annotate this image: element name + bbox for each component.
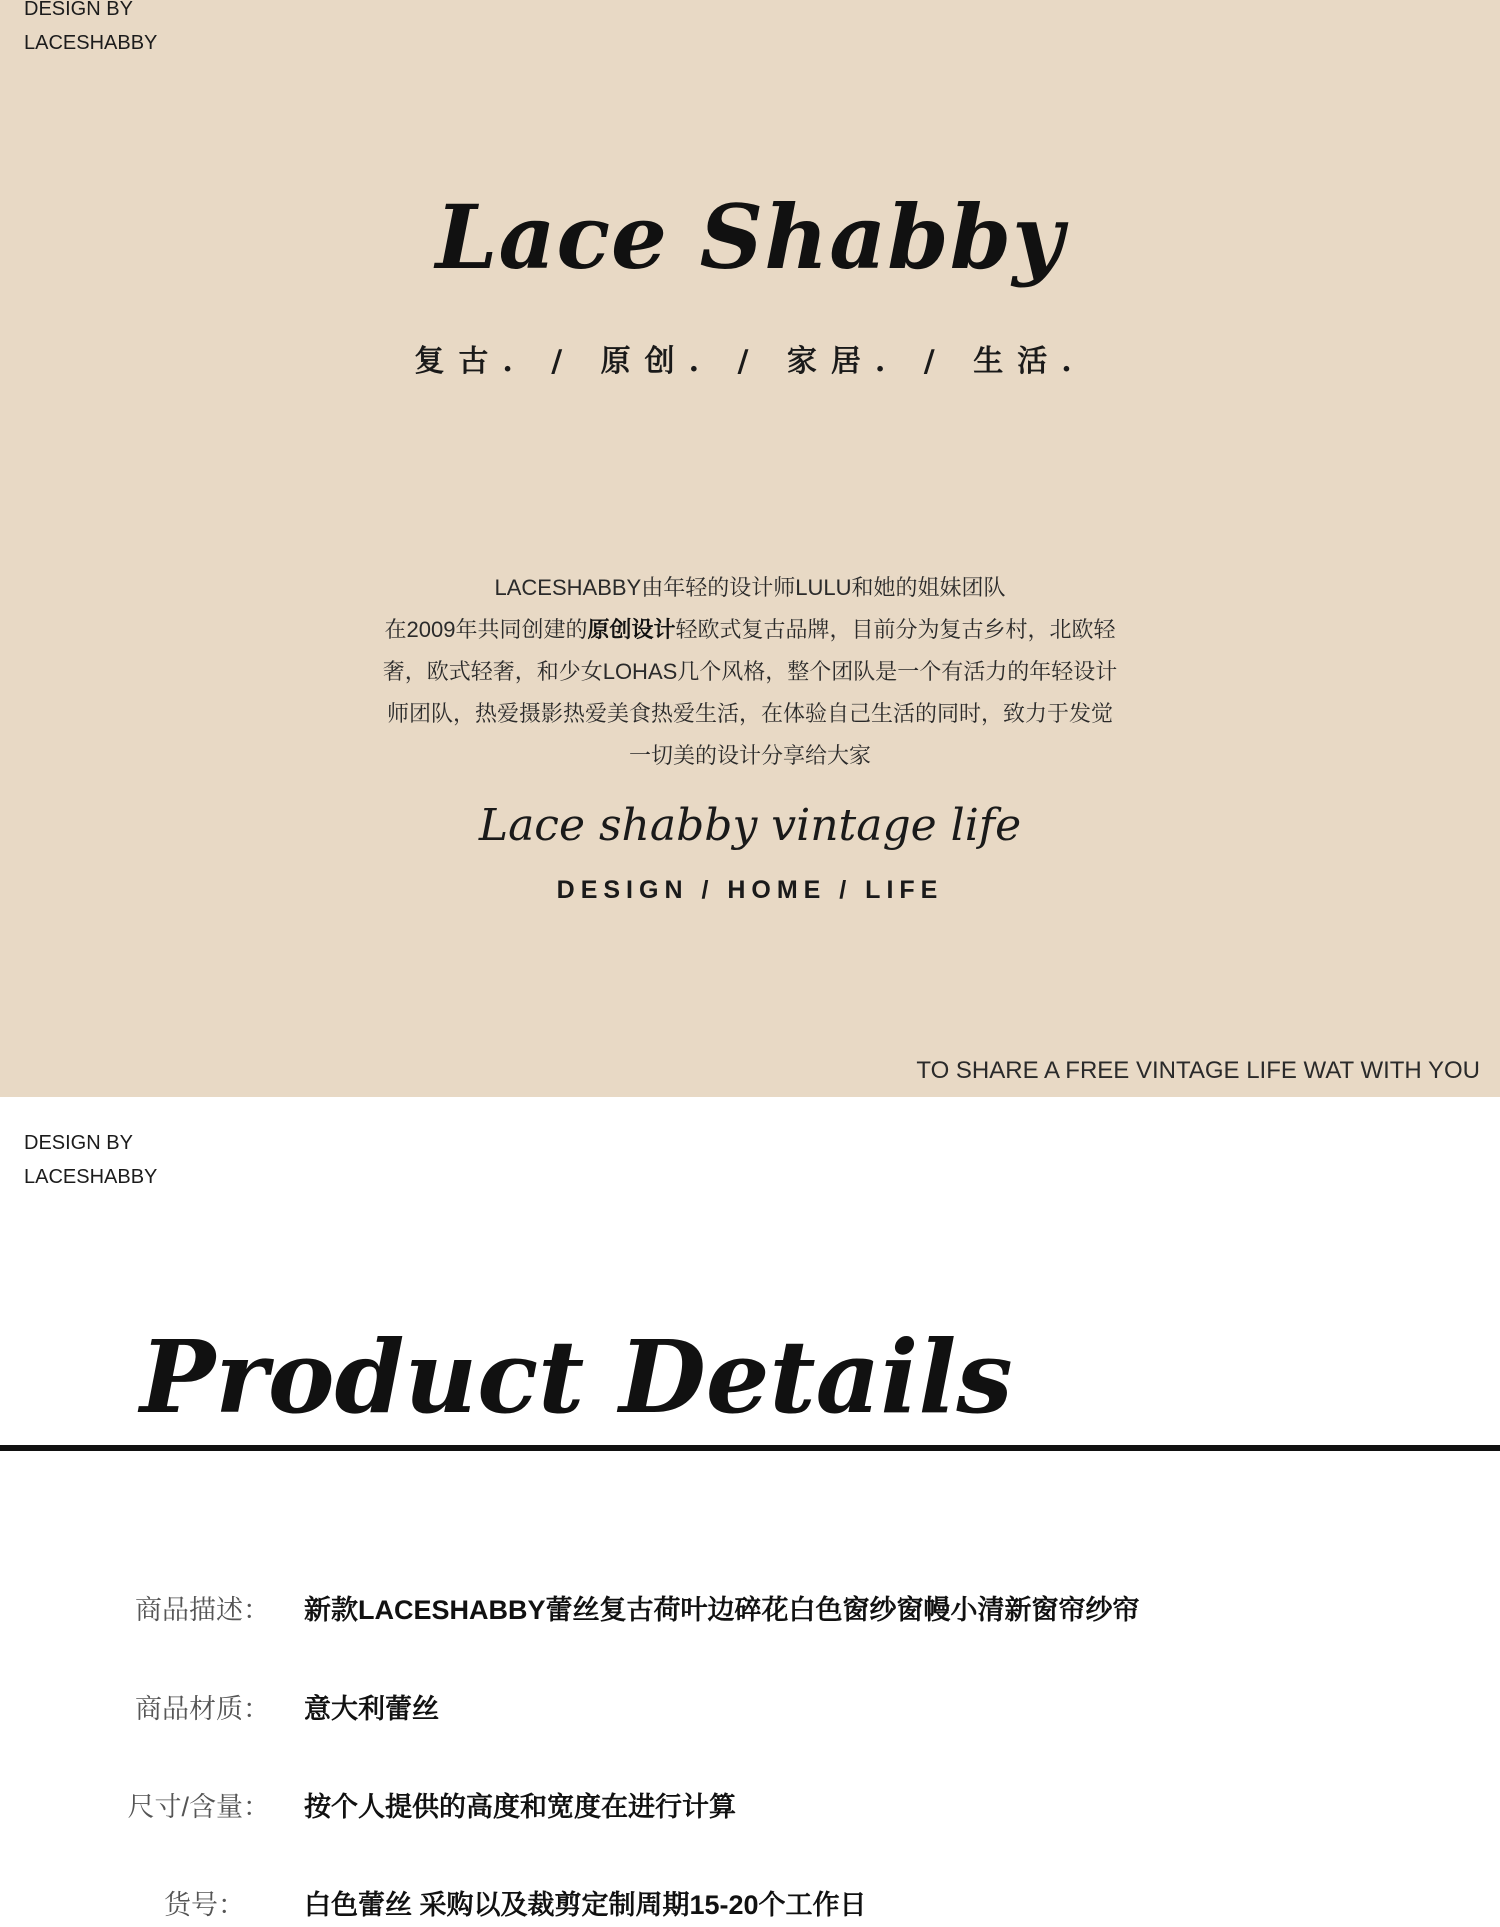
about-line: 一切美的设计分享给大家 — [628, 743, 871, 768]
detail-value: 意大利蕾丝 — [304, 1694, 439, 1724]
detail-value: 按个人提供的高度和宽度在进行计算 — [304, 1792, 736, 1822]
detail-label: 尺寸/含量： — [127, 1792, 270, 1822]
detail-label: 商品描述： — [135, 1595, 270, 1625]
about-line — [345, 609, 1155, 651]
about-line: 师团队，热爱摄影热爱美食热爱生活，在体验自己生活的同时，致力于发觉 — [386, 701, 1113, 726]
share-slogan: TO SHARE A FREE VINTAGE LIFE WAT WITH YOU — [916, 1057, 1480, 1084]
brand-logo-title: Lace Shabby — [435, 185, 1065, 289]
title-divider — [0, 1445, 1500, 1451]
brand-about-paragraph — [345, 567, 1155, 777]
about-highlight: 原创设计 — [587, 617, 676, 642]
detail-label: 货号： — [164, 1890, 245, 1920]
about-text: 在2009年共同创建的 — [384, 617, 588, 642]
brand-tagline: 复古. / 原创. / 家居. / 生活. — [414, 344, 1086, 379]
design-credit-bottom — [24, 1126, 157, 1194]
design-credit-top — [24, 0, 157, 60]
designer-name: LACESHABBY — [24, 32, 158, 54]
detail-row-item-number — [0, 1883, 1500, 1927]
detail-row-material — [0, 1687, 1500, 1731]
product-details-title: Product Details — [140, 1318, 1013, 1436]
detail-label: 商品材质： — [135, 1694, 270, 1724]
about-line: 奢，欧式轻奢，和少女LOHAS几个风格，整个团队是一个有活力的年轻设计 — [382, 659, 1118, 684]
detail-value: 新款LACESHABBY蕾丝复古荷叶边碎花白色窗纱窗幔小清新窗帘纱帘 — [304, 1595, 1140, 1625]
design-home-life-caption: DESIGN / HOME / LIFE — [556, 876, 944, 904]
detail-row-description — [0, 1588, 1500, 1632]
detail-row-size — [0, 1785, 1500, 1829]
about-line: LACESHABBY由年轻的设计师LULU和她的姐妹团队 — [494, 575, 1006, 600]
detail-value: 白色蕾丝 采购以及裁剪定制周期15-20个工作日 — [304, 1890, 867, 1920]
designer-name: LACESHABBY — [24, 1166, 158, 1188]
script-signature: Lace shabby vintage life — [478, 800, 1022, 851]
design-by-label: DESIGN BY — [24, 0, 133, 20]
about-text: 轻欧式复古品牌，目前分为复古乡村，北欧轻 — [675, 617, 1116, 642]
design-by-label: DESIGN BY — [24, 1132, 133, 1154]
